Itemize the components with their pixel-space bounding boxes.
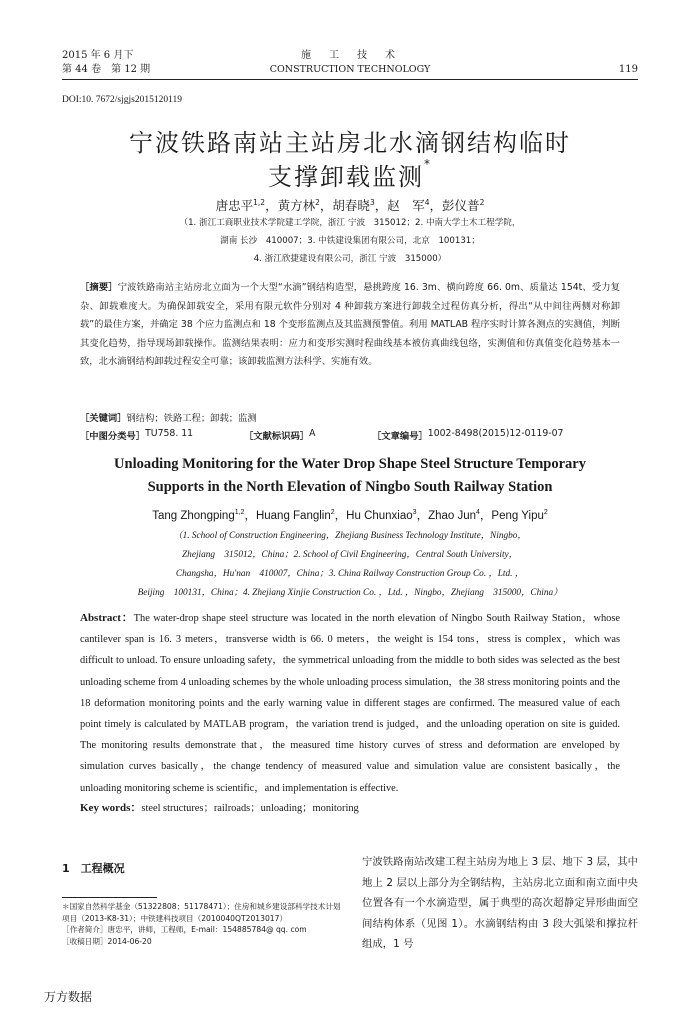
article-number-field	[372, 428, 564, 442]
doc-code-value: A	[309, 428, 316, 439]
author-sep: ，	[416, 510, 429, 522]
title-cn-line1: 宁波铁路南站主站房北水滴钢结构临时	[129, 129, 571, 157]
section-heading	[62, 860, 125, 876]
abstract-cn	[80, 279, 620, 372]
author-en: Huang Fanglin	[255, 510, 331, 522]
clc-field	[80, 428, 194, 442]
abstract-en	[80, 608, 620, 799]
footnote-rule	[62, 897, 157, 898]
author-sup: 1,2	[234, 509, 245, 517]
title-en-line2: Supports in the North Elevation of Ningbo South Railway Station	[147, 479, 553, 495]
doc-code-label: ［文献标识码］	[244, 431, 310, 442]
journal-name-en: CONSTRUCTION TECHNOLOGY	[269, 64, 431, 75]
funding-mark: *	[424, 157, 432, 171]
issue-date: 2015 年 6 月下	[62, 50, 134, 61]
running-header	[62, 49, 638, 80]
keywords-en-label: Key words：	[80, 802, 142, 814]
author-sep: ，	[319, 198, 333, 213]
affiliation-en: Beijing 100131，China；4. Zhejiang Xinjie Construction Co. ，Ltd. ，Ningbo，Zhejiang 315000，China）	[137, 588, 563, 598]
author-sep: ，	[244, 510, 256, 522]
author-sup: 2	[543, 509, 548, 517]
affiliation-cn: 4. 浙江欣捷建设有限公司，浙江 宁波 315000）	[253, 254, 447, 264]
abstract-cn-label: ［摘要］	[80, 282, 118, 293]
author-sup: 2	[330, 509, 335, 517]
doc-code-field	[244, 428, 316, 442]
author-en: Zhao Jun	[428, 510, 477, 522]
title-en-line1: Unloading Monitoring for the Water Drop Shape Steel Structure Temporary	[114, 456, 586, 472]
author-sup: 3	[369, 197, 375, 207]
footnote-received: ［收稿日期］2014-06-20	[62, 936, 152, 946]
volume-issue: 第 44 卷 第 12 期	[62, 64, 151, 75]
author-en: Peng Yipu	[491, 510, 544, 522]
article-number-value: 1002-8498(2015)12-0119-07	[427, 428, 564, 439]
keywords-cn-text: 钢结构；铁路工程；卸载；监测	[126, 413, 257, 424]
author-cn: 彭仪普	[442, 198, 480, 213]
clc-label: ［中图分类号］	[80, 431, 146, 442]
keywords-en-text: steel structures；railroads；unloading；monitoring	[141, 803, 359, 814]
author-sup: 4	[424, 197, 430, 207]
watermark: 万方数据	[44, 990, 93, 1004]
footnote-author: ［作者简介］唐忠平，讲师，工程师，E-mail：154885784@ qq. com	[62, 925, 307, 935]
body-paragraph: 宁波铁路南站改建工程主站房为地上 3 层、地下 3 层，其中地上 2 层以上部分为全钢结构，主站房北立面和南立面中央位置各有一个水滴造型，属于典型的高次超静定异形曲面空间结构体系（见图 1）。水滴钢结构由 3 段大弧梁和撑拉杆组成，1 号	[362, 856, 638, 951]
author-en: Hu Chunxiao	[346, 510, 413, 522]
page-number: 119	[618, 64, 638, 75]
keywords-en	[80, 799, 359, 815]
affiliation-en: （1. School of Construction Engineering，Zhejiang Business Technology Institute，Ningbo，	[173, 531, 527, 541]
keywords-cn	[80, 410, 257, 424]
section-number: 1	[62, 862, 70, 875]
article-number-label: ［文章编号］	[372, 431, 428, 442]
author-en: Tang Zhongping	[152, 510, 235, 522]
affiliation-en: Zhejiang 315012，China；2. School of Civil Engineering，Central South University，	[182, 550, 518, 560]
author-sup: 1,2	[253, 197, 266, 207]
journal-name-cn: 施 工 技 术	[301, 50, 399, 61]
authors-en	[62, 507, 638, 523]
keywords-cn-label: ［关键词］	[80, 413, 127, 424]
title-cn-line2	[62, 157, 638, 192]
abstract-cn-text: 宁波铁路南站主站房北立面为一个大型“水滴”钢结构造型，悬挑跨度 16. 3m、横向跨度 66. 0m、质量达 154t、受力复杂、卸载难度大。为确保卸载安全，采用有限元软件分别对 4 种卸载方案进行卸载全过程仿真分析，得出“从中间往两侧对称卸载”的最佳方案，并确定 38 个应力监测点和 18 个变形监测点及其监测预警值。利用 MATLAB 程序实时计算各测点的实测值，判断其变化趋势，指导现场卸载操作。监测结果表明：应力和变形实测时程曲线基本被仿真曲线包络，实测值和仿真值变化趋势基本一致，北水滴钢结构卸载过程安全可靠；该卸载监测方法科学、实施有效。	[80, 282, 620, 368]
doi[interactable]: DOI:10. 7672/sjgjs2015120119	[62, 95, 182, 105]
author-sup: 4	[476, 509, 480, 517]
title-cn-line2-text: 支撑卸载监测	[268, 163, 424, 191]
section-title: 工程概况	[80, 862, 125, 875]
author-sep: ，	[429, 198, 443, 213]
author-cn: 唐忠平	[215, 198, 254, 213]
authors-cn	[62, 196, 638, 214]
author-sep: ，	[374, 198, 388, 213]
affiliation-cn: 湖南 长沙 410007；3. 中铁建设集团有限公司，北京 100131；	[220, 236, 480, 246]
author-cn: 胡春晓	[332, 198, 370, 213]
footnotes	[62, 901, 342, 947]
affiliation-en: Changsha，Hu'nan 410007，China；3. China Railway Construction Group Co. ，Ltd. ，	[175, 569, 525, 579]
abstract-en-label: Abstract：	[80, 612, 134, 624]
author-sup: 2	[315, 197, 320, 207]
author-sup: 3	[412, 509, 417, 517]
affiliation-cn: （1. 浙江工商职业技术学院建工学院，浙江 宁波 315012；2. 中南大学土木工程学院，	[179, 218, 521, 228]
author-cn: 黄方林	[277, 198, 316, 213]
abstract-en-text: The water-drop shape steel structure was located in the north elevation of Ningbo South Railway Station，whose cantilever span is 16. 3 meters，transverse width is 66. 0 meters，the weight is 154 tons，stress is complex，which was difficult to unload. To ensure unloading safety，the symmetrical unloading from the middle to both sides was selected as the best unloading scheme from 4 unloading schemes by the whole unloading process simulation，the 38 stress monitoring points and the 18 deformation monitoring points and the early warning value in different stages are confirmed. The measured value of each point timely is calculated by MATLAB program，the variation trend is judged，and the unloading operation on site is guided. The monitoring results demonstrate that，the measured time history curves of stress and deformation are enveloped by simulation curves basically，the change tendency of measured value and simulation value are consistent basically，the unloading monitoring scheme is scientific，and implementation is effective.	[80, 613, 620, 794]
author-sep: ，	[265, 198, 278, 213]
author-sep: ，	[479, 510, 492, 522]
author-sep: ，	[334, 510, 347, 522]
footnote-funding: ＊国家自然科学基金（51322808；51178471）；住房和城乡建设部科学技术计划项目（2013-K8-31）；中铁建科技项目（2010040QT2013017）	[62, 902, 341, 923]
clc-value: TU758. 11	[145, 428, 194, 439]
author-cn: 赵 军	[387, 198, 425, 213]
author-sup: 2	[479, 197, 485, 207]
